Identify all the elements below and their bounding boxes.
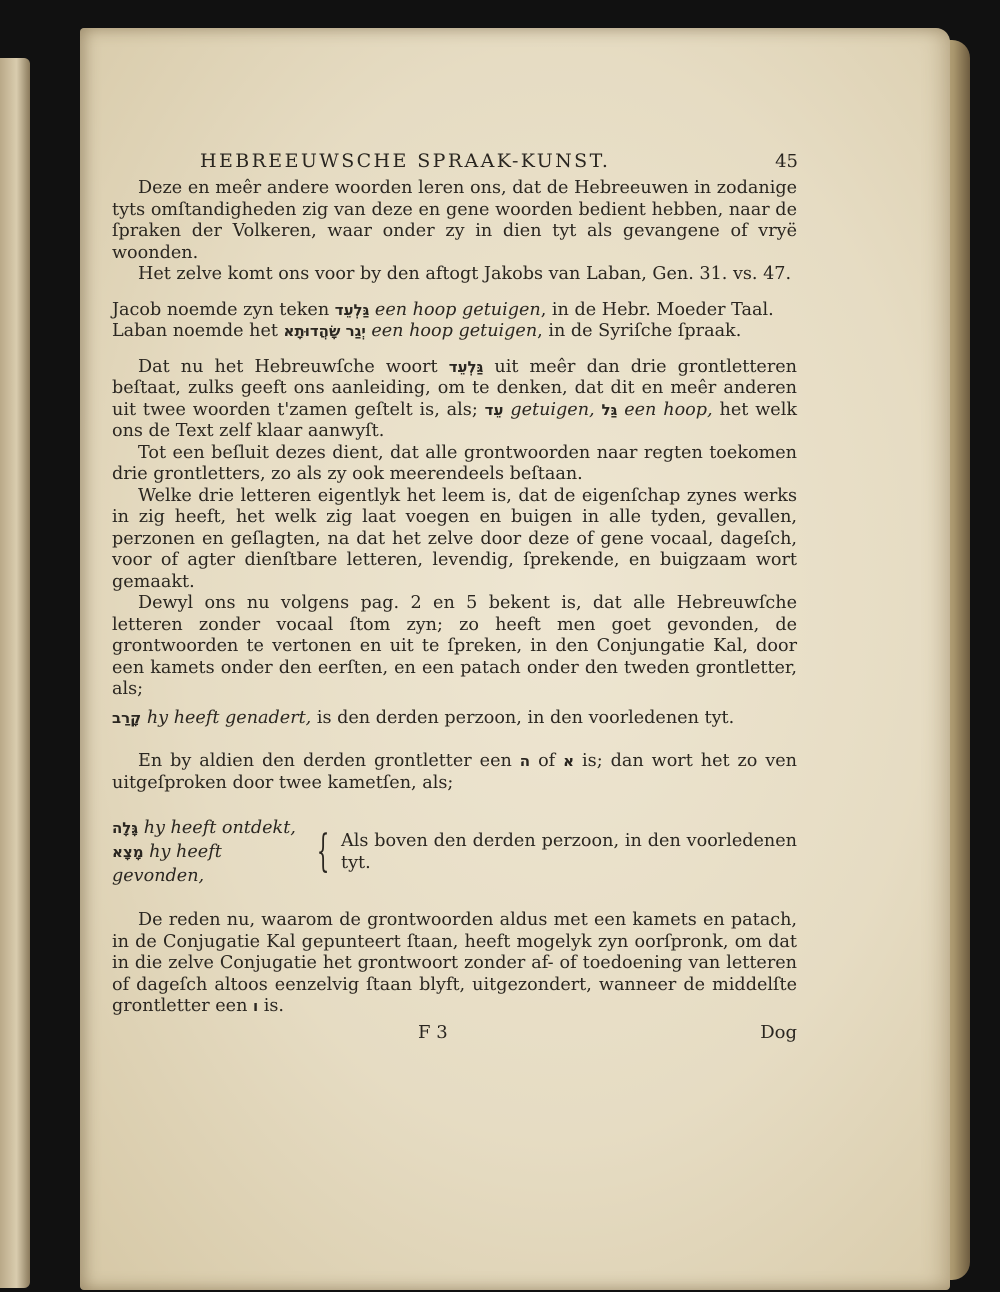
left-page-edge: [0, 58, 30, 1288]
example-row: [112, 840, 317, 888]
hebrew-word: גַּלְעֵד: [448, 357, 484, 376]
paragraph-7: Welke drie letteren eigentlyk het leem is, dat de eigenſchap zynes werks in zig heeft, het welk zig laat voegen en buigen in alle tyden, gevallen, perzonen en geſlagten, na dat het zelve door deze of gene vocaal, dageſch, voor of agter dienſtbare letteren, levendig, ſprekende, en buigzaam wort gemaakt.: [112, 485, 797, 592]
paragraph-11: De reden nu, waarom de grontwoorden aldus met een kamets en patach, in de Conjugatie Kal gepunteert ſtaan, heeft mogelyk zyn oorſpronk, om dat in die zelve Conjugatie het grontwoort zonder af- of toedoening van letteren of dageſch altoos eenzelvig ſtaan blyft, uitgezondert, wanneer de middelſte grontletter een ו is.: [112, 910, 797, 1016]
gloss: een hoop getuigen: [371, 321, 538, 341]
paragraph-6: Tot een beſluit dezes dient, dat alle grontwoorden naar regten toekomen drie grontletters, zo als zy ook meerendeels beſtaan.: [112, 442, 797, 484]
paragraph-jacob: Jacob noemde zyn teken גַּלְעֵד een hoop getuigen, in de Hebr. Moeder Taal.: [112, 299, 774, 320]
brace-examples-list: [112, 816, 317, 888]
hebrew-letter: א: [563, 752, 575, 770]
hebrew-word: יְגַר שָׂהֲדוּתָא: [283, 322, 366, 340]
gloss: een hoop getuigen: [374, 299, 541, 320]
hebrew-word: גַּל: [601, 400, 618, 419]
signature-mark: F 3: [418, 1021, 448, 1043]
header-title: HEBREEUWSCHE SPRAAK-KUNST.: [200, 150, 611, 172]
curly-brace-icon: {: [316, 826, 330, 877]
paragraph-8: Dewyl ons nu volgens pag. 2 en 5 bekent is, dat alle Hebreuwſche letteren zonder vocaal ſtom zyn; zo heeft men goet gevonden, de grontwoorden te vertonen en uit te ſpreken, in den Conjungatie Kal, door een kamets onder den eerſten, en een patach onder den tweden grontletter, als;: [112, 593, 797, 699]
page-footer: [112, 1022, 797, 1044]
catchword: Dog: [760, 1021, 797, 1043]
gloss: hy heeft gevonden,: [112, 842, 222, 886]
hebrew-word: קָרַב: [112, 708, 142, 727]
paragraph-laban: Laban noemde het יְגַר שָׂהֲדוּתָא een hoop getuigen, in de Syriſche ſpraak.: [112, 321, 742, 341]
page-number: 45: [775, 151, 798, 172]
paragraph-example: קָרַב hy heeft genadert, is den derden perzoon, in den voorledenen tyt.: [112, 707, 735, 728]
hebrew-word: גַּלְעֵד: [334, 300, 370, 319]
page-content: [112, 178, 797, 1043]
brace-example: [112, 816, 797, 888]
paragraph-5: Dat nu het Hebreuwſche woort גַּלְעֵד uit meêr dan drie grontletteren beſtaat, zulks geeft ons aanleiding, om te denken, dat dit en meêr anderen uit twee woorden t'zamen geſtelt is, als; עֵד getuigen, גַּל een hoop, het welk ons de Text zelf klaar aanwyſt.: [112, 356, 797, 441]
hebrew-word: עֵד: [484, 400, 504, 419]
paragraph-10: En by aldien den derden grontletter een ה of א is; dan wort het zo ven uitgeſproken door twee kametſen, als;: [112, 751, 798, 793]
hebrew-word: גָּלָה: [112, 819, 139, 837]
gloss: hy heeft genadert,: [146, 707, 312, 728]
paragraph-1: Deze en meêr andere woorden leren ons, dat de Hebreeuwen in zodanige tyts omſtandigheden zig van deze en gene woorden bedient hebben, naar de ſpraken der Volkeren, waar onder zy in dien tyt als gevangene of vryë woonden.: [112, 178, 797, 263]
gloss: een hoop,: [624, 399, 713, 420]
running-header: [200, 150, 798, 172]
paragraph-2: Het zelve komt ons voor by den aftogt Jakobs van Laban, Gen. 31. vs. 47.: [138, 264, 792, 284]
example-row: [112, 816, 317, 840]
gloss: hy heeft ontdekt,: [143, 818, 296, 838]
hebrew-letter: ה: [519, 752, 531, 770]
brace-text: Als boven den derden perzoon, in den voorledenen tyt.: [341, 831, 797, 873]
hebrew-word: מָצָא: [112, 843, 144, 861]
gloss: getuigen,: [510, 399, 595, 420]
hebrew-letter: ו: [253, 997, 259, 1015]
